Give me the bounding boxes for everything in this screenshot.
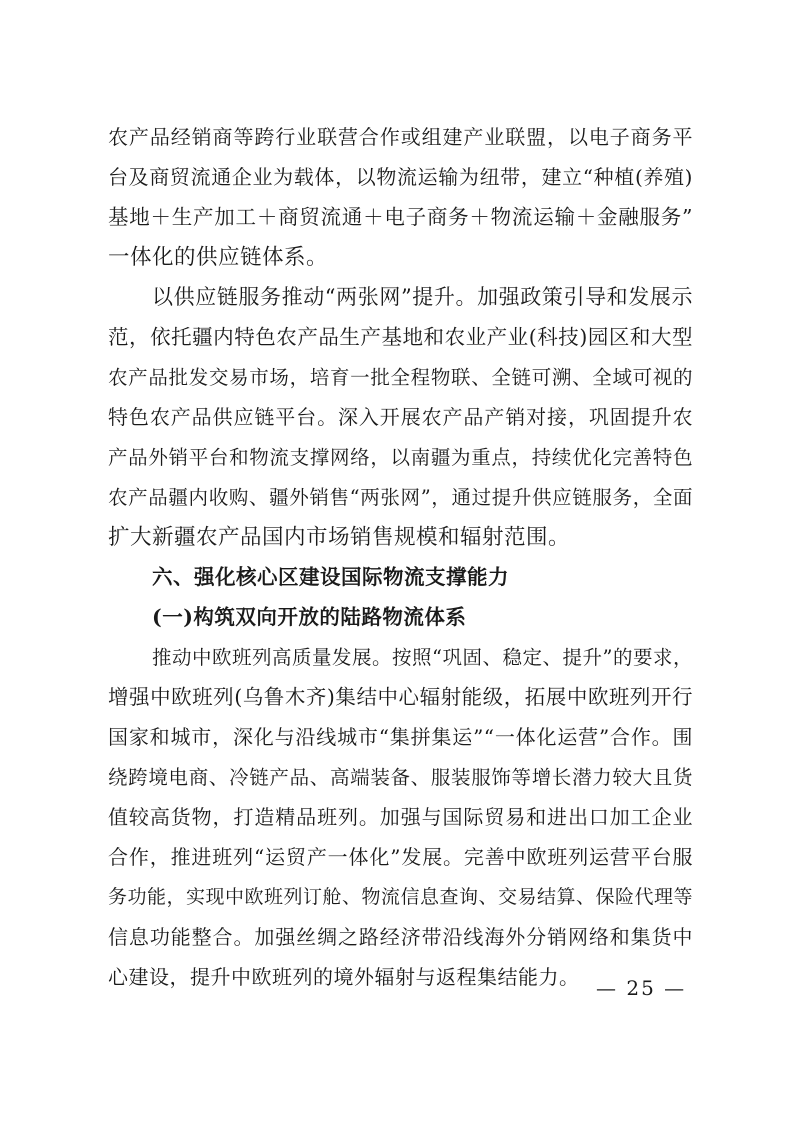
paragraph-2-line-4: 特色农产品供应链平台。深入开展农产品产销对接，巩固提升农 xyxy=(108,405,693,429)
paragraph-3-line-8: 信息功能整合。加强丝绸之路经济带沿线海外分销网络和集货中 xyxy=(108,925,693,949)
paragraph-2-line-6: 农产品疆内收购、疆外销售“两张网”，通过提升供应链服务，全面 xyxy=(108,486,693,509)
paragraph-1-line-4: 一体化的供应链体系。 xyxy=(108,245,329,270)
paragraph-3-line-1: 推动中欧班列高质量发展。按照“巩固、稳定、提升”的要求， xyxy=(152,646,693,669)
section-heading: 六、强化核心区建设国际物流支撑能力 xyxy=(152,565,509,589)
sub-heading: (一)构筑双向开放的陆路物流体系 xyxy=(152,605,467,629)
paragraph-3-line-9: 心建设，提升中欧班列的境外辐射与返程集结能力。 xyxy=(108,965,580,989)
paragraph-3-line-7: 务功能，实现中欧班列订舱、物流信息查询、交易结算、保险代理等 xyxy=(108,886,694,908)
paragraph-2-line-7: 扩大新疆农产品国内市场销售规模和辐射范围。 xyxy=(108,525,571,550)
paragraph-3-line-6: 合作，推进班列“运贸产一体化”发展。完善中欧班列运营平台服 xyxy=(108,845,693,869)
paragraph-3-line-5: 值较高货物，打造精品班列。加强与国际贸易和进出口加工企业 xyxy=(108,805,693,829)
paragraph-1-line-3: 基地＋生产加工＋商贸流通＋电子商务＋物流运输＋金融服务” xyxy=(108,205,693,229)
paragraph-1-line-1: 农产品经销商等跨行业联营合作或组建产业联盟，以电子商务平 xyxy=(108,125,693,149)
page-number: — 25 — xyxy=(596,976,687,1000)
paragraph-2-line-1: 以供应链服务推动“两张网”提升。加强政策引导和发展示 xyxy=(152,285,693,309)
paragraph-2-line-3: 农产品批发交易市场，培育一批全程物联、全链可溯、全域可视的 xyxy=(108,366,693,389)
paragraph-1-line-2: 台及商贸流通企业为载体，以物流运输为纽带，建立“种植(养殖) xyxy=(108,165,693,189)
paragraph-3-line-2: 增强中欧班列(乌鲁木齐)集结中心辐射能级，拓展中欧班列开行 xyxy=(108,685,693,709)
paragraph-3-line-4: 绕跨境电商、冷链产品、高端装备、服装服饰等增长潜力较大且货 xyxy=(108,766,693,789)
paragraph-2-line-5: 产品外销平台和物流支撑网络，以南疆为重点，持续优化完善特色 xyxy=(108,446,693,469)
paragraph-3-line-3: 国家和城市，深化与沿线城市“集拼集运”“一体化运营”合作。围 xyxy=(108,725,693,749)
paragraph-2-line-2: 范，依托疆内特色农产品生产基地和农业产业(科技)园区和大型 xyxy=(108,325,693,349)
